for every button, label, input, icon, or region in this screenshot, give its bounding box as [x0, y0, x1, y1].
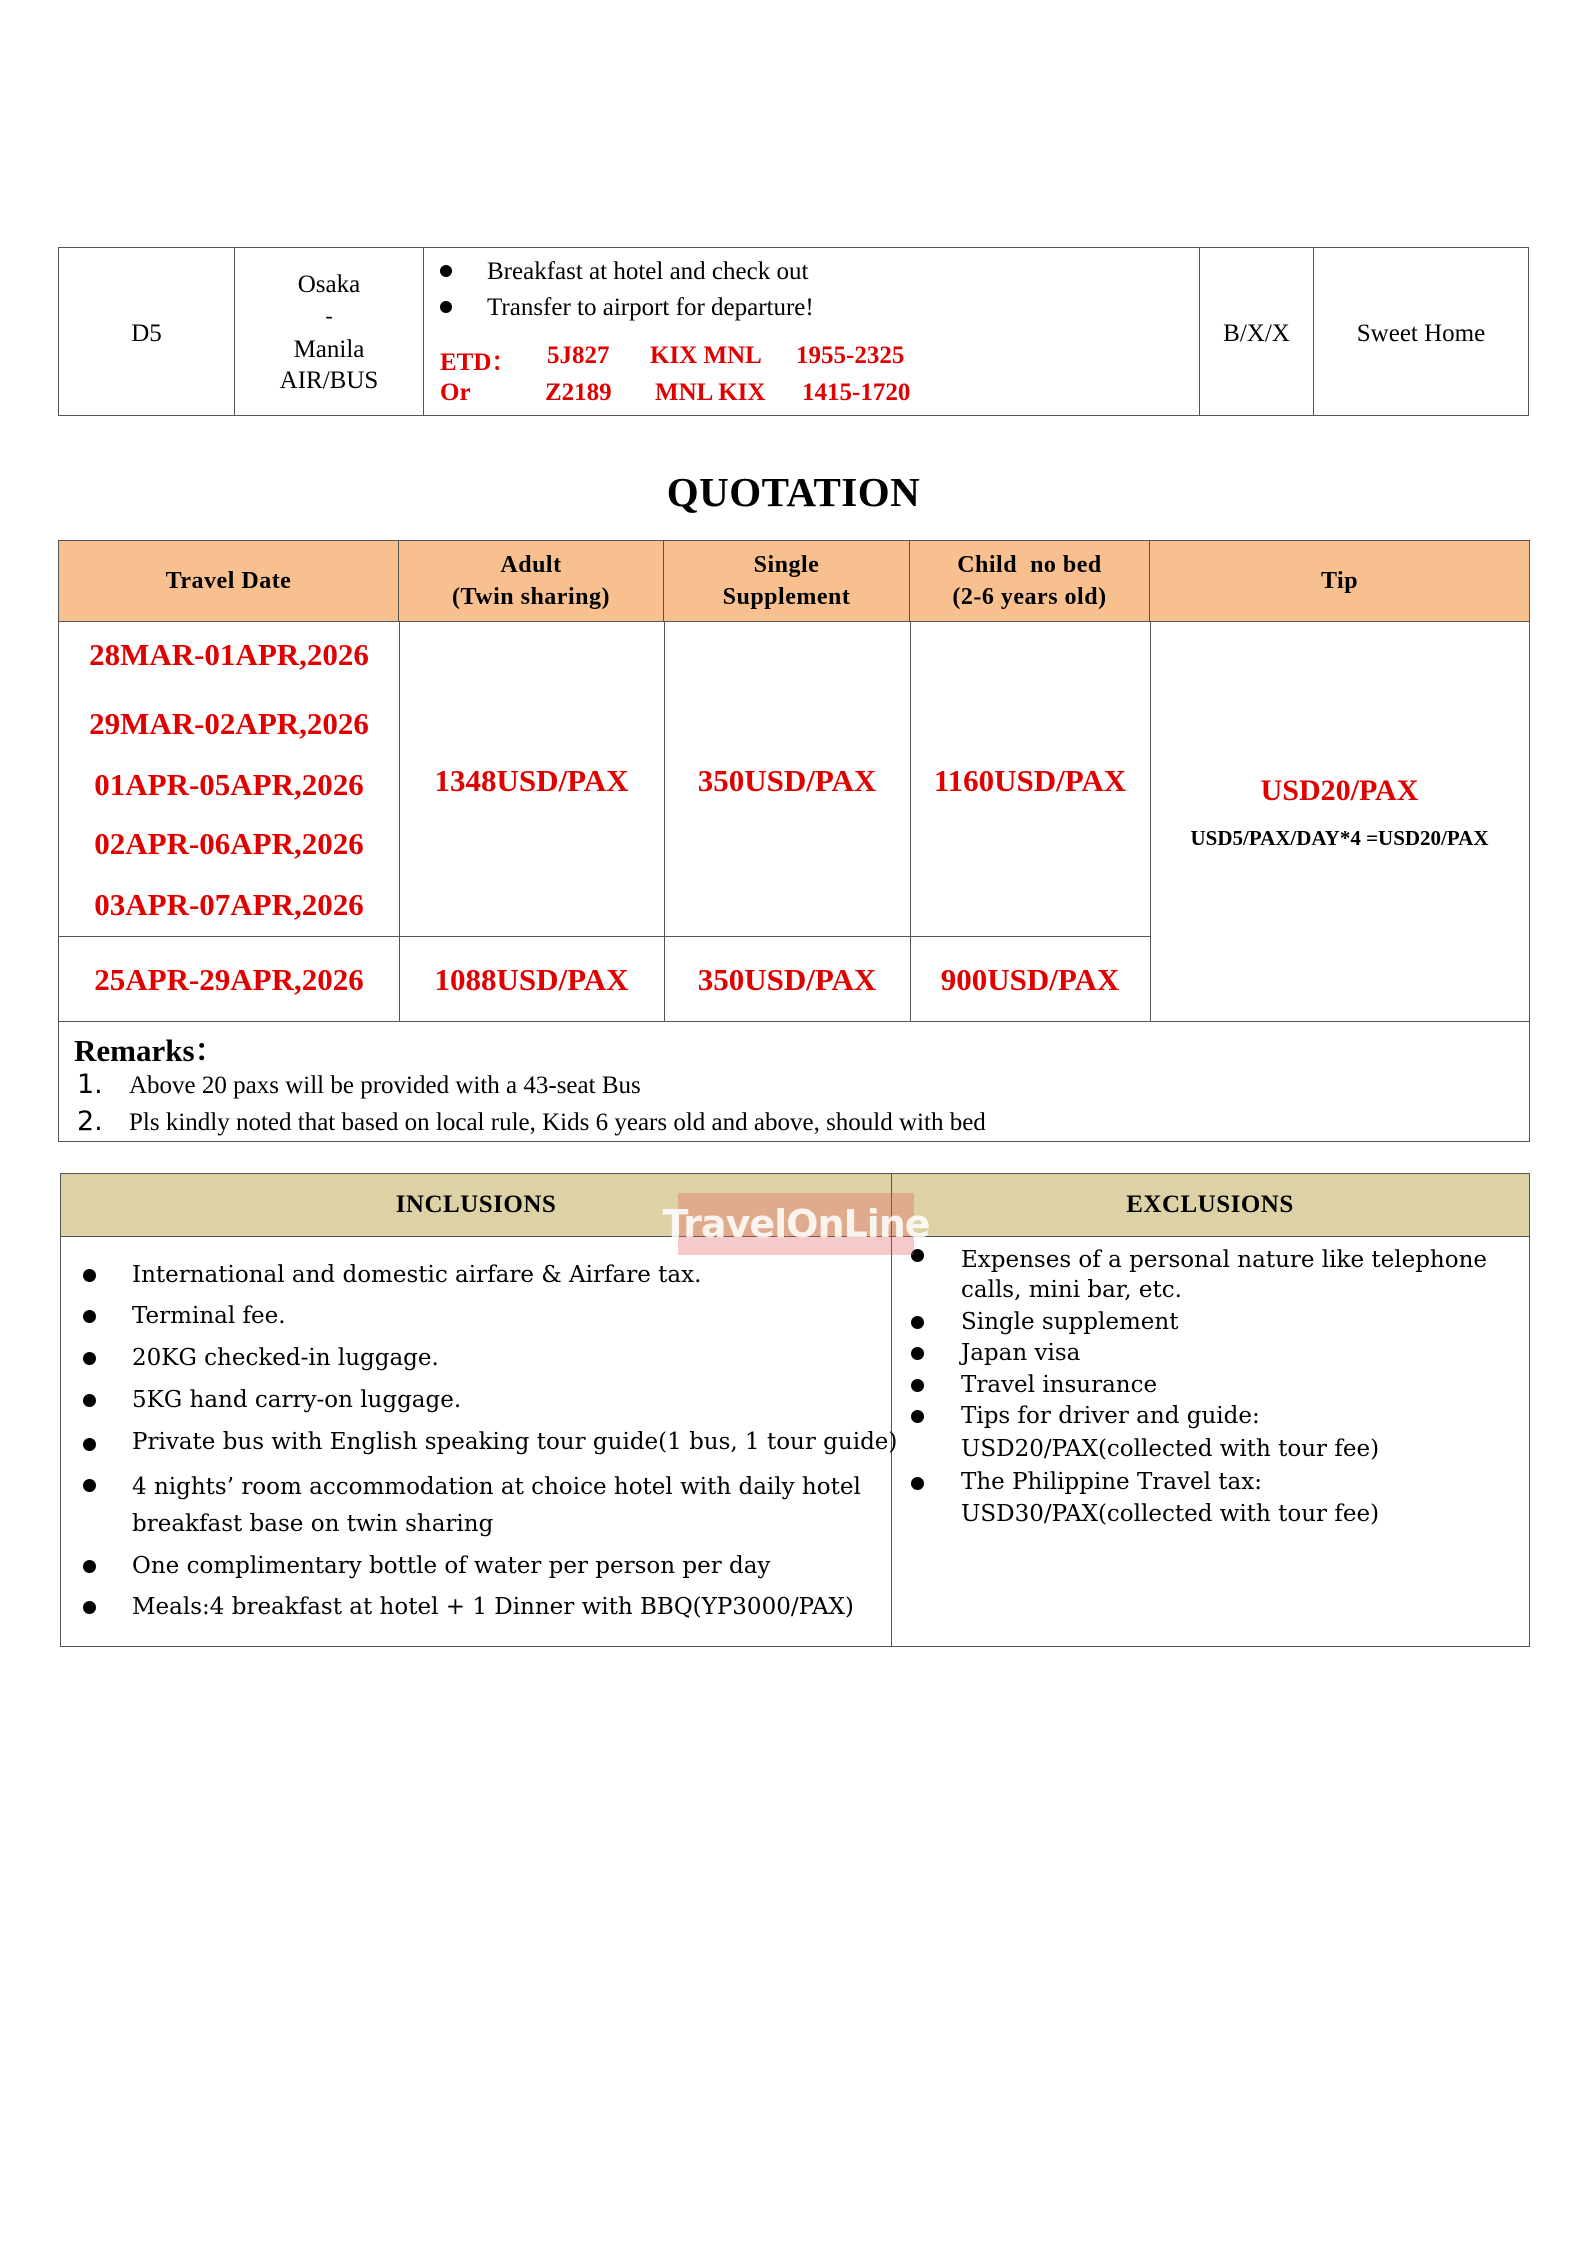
- bullet-icon: [911, 1477, 924, 1490]
- bullet-icon: [911, 1316, 924, 1329]
- travel-date: 03APR-07APR,2026: [94, 887, 364, 922]
- exclusions-header: EXCLUSIONS: [891, 1174, 1529, 1237]
- quotation-title: QUOTATION: [666, 469, 921, 515]
- travel-date: 28MAR-01APR,2026: [89, 637, 369, 672]
- adult-price: 1348USD/PAX: [434, 763, 629, 798]
- travel-date: 01APR-05APR,2026: [94, 767, 364, 802]
- single-supplement-price: 350USD/PAX: [697, 962, 877, 997]
- grid-line: [1150, 622, 1151, 1021]
- bullet-icon: [83, 1438, 96, 1451]
- bullet-icon: [83, 1352, 96, 1365]
- route-mode: AIR/BUS: [279, 367, 379, 394]
- header-travel-date: Travel Date: [59, 541, 399, 622]
- meals-label: B/X/X: [1223, 320, 1290, 347]
- traveloline-watermark-logo: TravelOnLine: [678, 1193, 914, 1255]
- route-from: Osaka: [297, 271, 361, 298]
- bullet-icon: [911, 1379, 924, 1392]
- travel-date: 29MAR-02APR,2026: [89, 706, 369, 741]
- header-single-supplement: Single Supplement: [664, 541, 910, 622]
- activity-item: Transfer to airport for departure!: [440, 294, 814, 322]
- bullet-icon: [83, 1269, 96, 1282]
- activity-item: Breakfast at hotel and check out: [440, 258, 808, 286]
- tip-detail: USD5/PAX/DAY*4 =USD20/PAX: [1190, 826, 1489, 850]
- route-to: Manila: [293, 336, 365, 363]
- bullet-icon: [83, 1479, 96, 1492]
- travel-date: 02APR-06APR,2026: [94, 826, 364, 861]
- inclusions-exclusions-table: INCLUSIONS EXCLUSIONS International and domestic airfare & Airfare tax. Terminal fee. 20KG checked-in luggage. 5KG hand carry-on luggage. Private bus with English speaking tour guide(1 bus, 1 tour guide) 4 nights’ room accommodation at choice hotel with daily hotel breakfast base on twin sharing One complimentary bottle of water per person per day Meals:4 breakfast at hotel + 1 Dinner with BBQ(YP3000/PAX) Expenses of a personal nature like telephone calls, mini bar, etc. Single supplement Japan visa Travel insurance Tips for driver and guide: USD20/PAX(collected with tour fee) The Philippine Travel tax: USD30/PAX(collected with tour fee): [60, 1173, 1530, 1647]
- header-adult: Adult (Twin sharing): [399, 541, 664, 622]
- remark-item: 2. Pls kindly noted that based on local rule, Kids 6 years old and above, should with bed: [77, 1106, 986, 1137]
- grid-line: [59, 1021, 1529, 1022]
- child-price: 1160USD/PAX: [933, 763, 1127, 798]
- activities-cell: [424, 248, 1200, 415]
- inclusions-header: INCLUSIONS: [61, 1174, 891, 1237]
- bullet-icon: [440, 265, 452, 277]
- bullet-icon: [440, 301, 452, 313]
- day-cell: [59, 248, 235, 415]
- quotation-table: [58, 540, 1530, 1142]
- header-tip: Tip: [1150, 541, 1529, 622]
- bullet-icon: [911, 1347, 924, 1360]
- meals-cell: [1200, 248, 1314, 415]
- bullet-icon: [911, 1410, 924, 1423]
- travel-date: 25APR-29APR,2026: [94, 962, 364, 997]
- route-cell: [235, 248, 424, 415]
- adult-price: 1088USD/PAX: [434, 962, 629, 997]
- itinerary-day-row: [58, 247, 1529, 416]
- single-supplement-price: 350USD/PAX: [697, 763, 877, 798]
- tip-price: USD20/PAX: [1260, 774, 1419, 807]
- bullet-icon: [83, 1560, 96, 1573]
- bullet-icon: [83, 1310, 96, 1323]
- bullet-icon: [83, 1394, 96, 1407]
- remark-item: 1. Above 20 paxs will be provided with a 43-seat Bus: [77, 1069, 641, 1100]
- grid-line: [59, 936, 1150, 937]
- header-child-no-bed: Child no bed (2-6 years old): [910, 541, 1150, 622]
- day-label: D5: [131, 320, 162, 347]
- hotel-label: Sweet Home: [1356, 320, 1486, 347]
- hotel-cell: [1314, 248, 1528, 415]
- flight-line: ETD： 5J827 KIX MNL 1955-2325: [440, 342, 905, 376]
- bullet-icon: [83, 1601, 96, 1614]
- remarks-title: Remarks：: [74, 1033, 226, 1068]
- child-price: 900USD/PAX: [940, 962, 1120, 997]
- flight-line: Or Z2189 MNL KIX 1415-1720: [440, 379, 911, 406]
- route-separator: -: [325, 303, 333, 328]
